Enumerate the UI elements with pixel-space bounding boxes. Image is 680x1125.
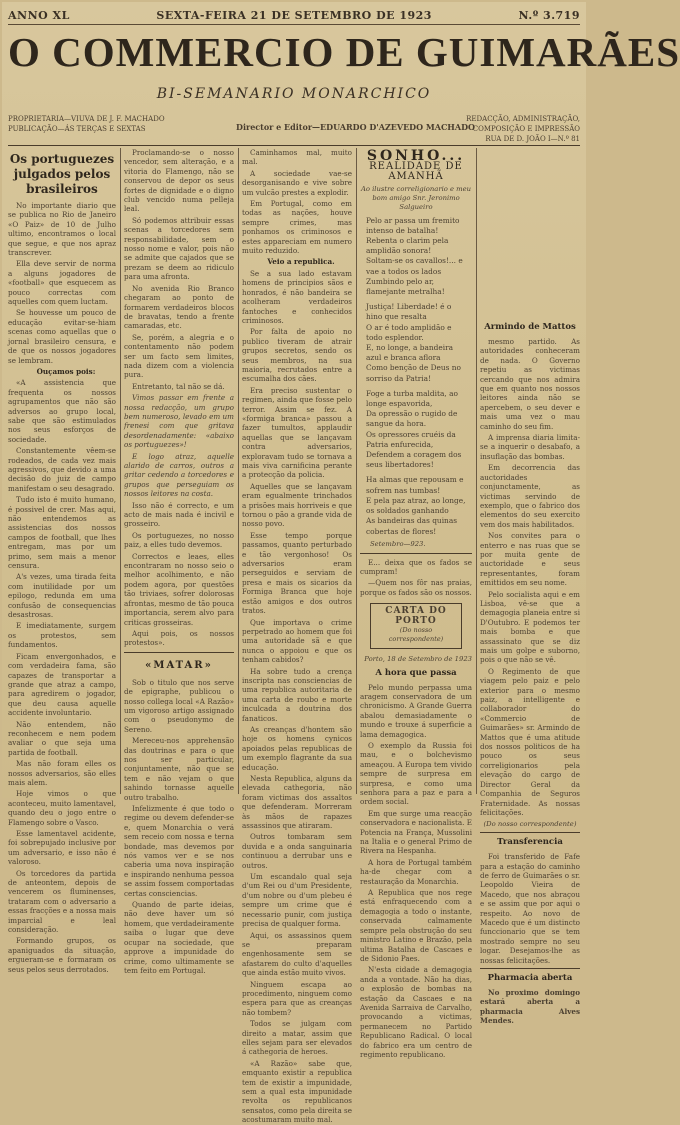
section-armindo: Armindo de Mattos (484, 322, 576, 332)
paragraph: Ha sobre tudo a crença inscripta nas consciencias de uma republica autoritaria de uma carta de roubo e morte inculcada a doutrina dos fanaticos. (242, 666, 352, 723)
paragraph: Ella deve servir de norma a alguns jogadores de «football» que esquecem as pouco correctas com aquelles com quem luctam. (8, 259, 116, 307)
paragraph: A's vezes, uma tirada feita com inutilidade por um epilogo, redunda em uma confusão de consequencias desastrosas. (8, 572, 116, 620)
newspaper-page (2, 2, 680, 1125)
paragraph: E logo atraz, aquelle alarido de carros, outros a gritar cedendo a torcedores e grupos que perseguiam os nossos leitores na costa. (124, 451, 234, 499)
paragraph: Quando de parte ideias, não deve haver um só homem, que verdadeiramente saiba o lugar que deve ocupar na sociedade, que approve a impunidade do crime, como ultimamente se tem feito em Portugal. (124, 900, 234, 975)
poem-line: Justiça! Liberdade! é o hino que resalta (366, 302, 452, 322)
headline-matar: «MATAR» (145, 659, 213, 671)
paragraph: Esse tempo porque passamos, quanto perturbado e tão vergonhoso! Os adversarios eram perseguidos e serviam de presa e mais os sicarios da Formiga Branca que hoje estão amigos e dos outros tratos. (242, 530, 352, 616)
poem-overflow-space (480, 148, 580, 318)
poem (360, 216, 472, 537)
col1-body (8, 201, 116, 974)
paragraph: Correctos e leaes, elles encontraram no nosso seio o melhor acolhimento, e não podem agora, por questões tão triviaes, sofrer dolorosas afrontas, mesmo de tão pouca importancia, serem alvo para criticas grosseiras. (124, 551, 234, 627)
imprint-left (8, 114, 188, 134)
paragraph: Ninguem escapa ao procedimento, ninguem como espera para que as creanças não tombem? (242, 979, 352, 1017)
carta-subtitle: (Do nosso correspondente) (388, 625, 444, 644)
dateline (8, 8, 580, 25)
column-3 (242, 148, 352, 1125)
correspondent-note: (Do nosso correspondente) (483, 820, 577, 829)
paragraph: Aqui, os assassinos quem se preparam engenhosamente sem se afastarem do culto d'aquelles que ainda estão muito vivos. (242, 930, 352, 978)
poem-line: Da opressão o rugido de sangue da hora. (366, 409, 458, 429)
paragraph: Hoje vimos o que aconteceu, muito lamentavel, quando deu o jogo entre o Flamengo sobre o Vasco. (8, 789, 116, 827)
poem-line: Ha almas que repousam e sofrem nas tumbas! (366, 475, 464, 495)
section-rule (480, 968, 580, 969)
paragraph: N'esta cidade a demagogia anda a vontade. Não ha dias, o explosão de bombas na estação da Cascaes e na Avenida Sarraiva de Carvalho, provocando a victimas, permanecem no Partido Republicano Radical. O local do fabrico era um centro de regimento republicano. (360, 965, 472, 1059)
paragraph: «A assistencia que frequenta os nossos agrupamentos que não são adversos ao grupo local, sabe que são estimulados nos seus esforços de sociedade. (8, 378, 116, 444)
section-rule (360, 553, 472, 554)
paragraph: Não entendem, não reconhecem e nem podem avaliar o que seja uma partida de football. (8, 719, 116, 757)
admin-line: REDACÇÃO, ADMINISTRAÇÃO, COMPOSIÇÃO E IMPRESSÃO (466, 115, 580, 133)
column-divider (238, 148, 239, 794)
paragraph: O Regimento de que viagem pelo paiz e pelo exterior para o mesmo paiz, a intelligente e collaborador do «Commercio de Guimarães» sr. Armindo de Mattos que é uma atitude dos nossos politicos de ha pouco os seus correligionarios pela elevação do cargo de Director Geral da Companhia de Seguros Fraternidade. As nossas felicitações. (480, 666, 580, 817)
subheadline-realidade: REALIDADE DE AMANHÃ (369, 161, 463, 182)
paragraph: Os torcedores da partida de anteontem, depois de vencerem os fluminenses, trataram com o adversario a essas fracções e a nossa mais imparcial e leal consideração. (8, 868, 116, 935)
paragraph: A imprensa diaria limita-se a inquerir o desabafo, a insuflação das bombas. (480, 433, 580, 461)
masthead-subtitle: BI-SEMANARIO MONARCHICO (156, 86, 432, 102)
paragraph: Veio a republica. (267, 257, 335, 267)
director-line: Director e Editor—EDUARDO D'AZEVEDO MACHADO (236, 122, 475, 132)
paragraph: Se houvesse um pouco de educação evitar-se-hiam scenas como aquellas que o jornal brasileiro censura, e de que os nossos jogadores se lembram. (8, 308, 116, 365)
poem-line: Pelo ar passa um fremito intenso de batalha! (366, 215, 460, 235)
paragraph: No proximo domingo estará aberta a pharmacia Alves Mendes. (480, 987, 580, 1026)
section-pharmacia: Pharmacia aberta (487, 972, 573, 983)
paragraph: No importante diario que se publica no Rio de Janeiro «O Paiz» de 10 de Julho ultimo, encontramos o local que segue, e que nos apraz transcrever. (8, 201, 116, 258)
year-label: ANNO XL (8, 8, 70, 22)
paragraph: Em que surge uma reacção conservadora e nacionalista. E Potencia na França, Mussolini na Italia e o general Primo de Rivera na Hespanha. (360, 808, 472, 856)
column-5 (480, 148, 580, 1026)
poem-line: Rebenta o clarim pela amplidão sonora! (366, 236, 449, 256)
masthead-title: O COMMERCIO DE GUIMARÃES (8, 29, 680, 75)
letter-date: Porto, 18 de Setembro de 1923 (364, 654, 472, 663)
paragraph: Aquelles que se lançavam eram egualmente trinchados a prisões mais horriveis e que tornou o pão a grande vida de nosso povo. (242, 481, 352, 529)
address-line: RUA DE D. JOÃO I—N.º 81 (485, 135, 580, 143)
paragraph: Mas não foram elles os nossos adversarios, são elles mais alem. (8, 759, 116, 787)
poem-line: E pela paz atraz, ao longe, os soldados ganhando (366, 495, 466, 516)
poem-line: O ar é todo amplidão e todo esplendor. (366, 322, 452, 342)
poem-line: Foge a turba maldita, ao longe espavorida, (366, 388, 458, 409)
paragraph: Isso não é correcto, e um acto de mais nada é incivil e grosseiro. (124, 500, 234, 529)
paragraph: Se, porém, a alegria e o contentamento não podem ser um facto sem limites, nada dizem com a violencia pura. (124, 332, 234, 380)
poem-line: E, no longe, a bandeira azul e branca aflora (366, 343, 454, 363)
poem-line: Os opressores cruéis da Patria enfurecida, (366, 429, 456, 449)
paragraph: Proclamando-se o nosso vencedor, sem alteração, e a vitoria do Flamengo, não se conservou de depor os seus fortes de dignidade e o digno club vencido numa pelleja leal. (124, 148, 234, 214)
publication-line: PUBLICAÇÃO—ÁS TERÇAS E SEXTAS (8, 125, 146, 133)
paragraph: Nos convites para o enterro e nas ruas que se por muita gente de auctoridade e seus representantes, foram emittidos em seu nome. (480, 531, 580, 588)
paragraph: Ficam envergonhados, e com verdadeira fama, são capazes de transportar a grande que atraz a campo, para agredirem o jogador, que deu causa aquelle accidente involuntario. (8, 651, 116, 718)
paragraph: Por falta de apoio no publico tiveram de atrair grupos secretos, sendo os seus membros, na sua maioria, recrutados entre a escumalha dos cães. (242, 327, 352, 384)
column-divider (476, 148, 477, 794)
paragraph: A Republica que nos rege está enfraquecendo com a demagogia a todo o instante, conservada calmamente sempre pela obstrução do seu ministro Latino e Brazão, pela ultima Batalha de Cascaes e de Sidonio Paes. (360, 888, 472, 963)
letter-headline: A hora que passa (375, 667, 457, 678)
imprint-right (430, 114, 580, 144)
paragraph: Pelo socialista aqui e em Lisboa, vê-se que a demagogia planeia entre si D'Outubro. E podemos ter mais bomba e que assassinato que se diz mais um golpe e suborno, pois o que não se vê. (480, 589, 580, 665)
paragraph: A sociedade vae-se desorganisando e vive sobre um vulcão prestes a explodir. (242, 168, 352, 197)
column-2 (124, 148, 234, 975)
column-divider (356, 148, 357, 794)
carta-title: CARTA DO PORTO (385, 606, 447, 626)
paragraph: Formando grupos, os apaniguados da situação, ergueram-se e formaram os seus pelos seus derrotados. (8, 936, 116, 974)
paragraph: Os portuguezes, no nosso paiz, a elles tudo devemos. (124, 530, 234, 550)
header-rule (8, 145, 580, 146)
paragraph: —Quem nos fôr nas praias, porque os fados são os nossos. (360, 578, 472, 597)
paragraph: mesmo partido. As autoridades conheceram de nada. O Governo repetiu as victimas cercando que nos admira que em quanto nos nossos leitores ainda não se apercebem, o seu dever e mais uma vez o mau caminho do seu fim. (480, 337, 580, 431)
paragraph: Mereceu-nos apprehensão das doutrinas e para o que nos ser particular, conjuntamente, não que se tem e não vejam o que sahindo tornasse aquelle outro trabalho. (124, 736, 234, 802)
column-divider (120, 148, 121, 794)
paragraph: As creanças d'hontem são hoje os homens cynicos apoiados pelas republicas de um exemplo flagrante da sua educação. (242, 724, 352, 772)
paragraph: Só podemos attribuir essas scenas a torcedores sem responsabilidade, sem o nosso nome e valor, pois não se admite que cajados que se prezam se deem ao ridiculo para uma afronta. (124, 215, 234, 282)
imprint (8, 114, 580, 144)
paragraph: Outros tombaram sem duvida e a onda sanguinaria continuou a derrubar uns e outros. (242, 832, 352, 870)
poem-line: Como benção de Deus no sorriso da Patria! (366, 363, 461, 383)
paragraph: Se a sua lado estavam homens de principios sãos e honrados, é não bandeira se acolheram verdadeiros fantoches e conhecidos criminosos. (242, 268, 352, 325)
paragraph: «A Razão» sabe que, emquanto existir a republica tem de existir a impunidade, sem a qual esta impunidade revolta os republicanos sensatos, como pela direita se acostumaram muito mal. (242, 1058, 352, 1125)
owner-line: PROPRIETARIA—VIUVA DE J. F. MACHADO (8, 115, 165, 123)
poem-signature: Setembro—923. (370, 539, 426, 548)
paragraph: Vimos passar em frente a nossa redacção, um grupo bem numeroso, levado em um frenesi com que gritava desordenadamente: «abaixo os portuguezes»! (124, 393, 234, 450)
paragraph: Que importava o crime perpetrado ao homem que foi uma autoridade sã e que nunca o appoiou e que os tenham cabidos? (242, 617, 352, 665)
paragraph: Esse lamentavel acidente, foi sobrepujado inclusive por um adversario, e isso não é valoroso. (8, 829, 116, 867)
paragraph: A hora de Portugal também ha-de chegar com a restauração da Monarchia. (360, 857, 472, 886)
paragraph: Tudo isto é muito humano, é possivel de crer. Mas aqui, não entendemos as assistencias dos nossos campos de football, que lhes entregam, mas por um primo, sem mais a menor censura. (8, 495, 116, 571)
paragraph: Nesta Republica, alguns da elevada cathegoria, não foram victimas dos assaltos que defenderam. Morreram às mãos de rapazes assassinos que atiraram. (242, 774, 352, 831)
paragraph: Em Portugal, como em todas as nações, houve sempre crimes, mas ponhamos os criminosos e estes appareciam em numero muito reduzido. (242, 199, 352, 256)
section-transferencia: Transferencia (497, 837, 563, 848)
issue-date: SEXTA-FEIRA 21 DE SETEMBRO DE 1923 (156, 8, 432, 22)
paragraph: Caminhamos mal, muito mal. (242, 148, 352, 167)
column-4 (360, 148, 472, 1059)
paragraph: Constantemente vêem-se rodeados, de cada vez mais agressivos, que devido a uma decisão do juiz de campo manifestam o seu desagrado. (8, 446, 116, 493)
issue-number: N.º 3.719 (518, 8, 580, 22)
paragraph: Entretanto, tal não se dá. (132, 381, 225, 391)
column-1 (8, 148, 116, 974)
poem-line: Soltam-se os cavallos!... e vae a todos os lados (366, 256, 463, 276)
paragraph: Infelizmente é que todo o regime ou devem defender-se e, quem Monarchia o verá sem receio com nossa e terna bondade, mas devemos por nós vamos ver e se nos caberia uma nova inspiração e inspirando nenhuma pessoa se assim fossem comportadas certas consciencias. (124, 804, 234, 898)
section-rule (124, 652, 234, 653)
paragraph: Aqui pois, os nossos protestos». (124, 628, 234, 648)
paragraph: Um escandalo qual seja d'um Rei ou d'um Presidente, d'um nobre ou d'um plebeu é sempre um crime que é necessario punir, com justiça precisa de qualquer forma. (242, 872, 352, 929)
carta-do-porto-box (370, 603, 462, 649)
headline-portuguezes: Os portuguezes julgados pelos brasileiros (9, 152, 115, 196)
paragraph: Ouçamos pois: (36, 366, 96, 376)
paragraph: No avenida Rio Branco chegaram ao ponto de formarem verdadeiros blocos de bravatas, tendo a frente camaradas, etc. (124, 283, 234, 331)
dedication: Ao ilustre correligionario e meu bom amigo Snr. Jeronimo Salgueiro (360, 185, 472, 211)
paragraph: Foi transferido de Fafe para a estação do caminho de ferro de Guimarães o sr. Leopoldo Vieira de Macedo, que nos abraçou e se assim que por aqui o respeito. Ao novo de Macedo que é um distincto funccionario que se tem mostrado sempre no seu logar. Desejamos-lhe as nossas felicitações. (480, 852, 580, 965)
paragraph: Era preciso sustentar o regimen, ainda que fosse pelo terror. Assim se fez. A «formiga branca» passou a fazer tumultos, applaudir aquellas que se lançavam contra adversarios, exploravam tudo se tornava a mais viva carnificina perante a protecção da policia. (242, 385, 352, 480)
paragraph: Todos se julgam com direito a matar, assim que elles sejam para ser elevados á cathegoria de heroes. (242, 1019, 352, 1057)
poem-line: Defendem a coragem dos seus libertadores! (366, 450, 462, 470)
paragraph: O exemplo da Russia foi mau, e o bolchevismo ameaçou. A Europa tem vivido sempre de surpresa em surpresa, e como uma senhora para a paz e para a ordem social. (360, 740, 472, 807)
paragraph: E imediatamente, surgem os protestos, sem fundamentos. (8, 621, 116, 650)
poem-line: Zumbindo pelo ar, flamejante metralha! (366, 276, 445, 297)
paragraph: E... deixa que os fados se cumpram! (360, 557, 472, 576)
section-rule (480, 832, 580, 833)
poem-line: As bandeiras das quinas cobertas de flores! (366, 516, 458, 536)
paragraph: Em decorrencia das auctoridades conjunctamente, as victimas servindo de exemplo, que o fabrico dos elementos do seu exercito vem dos mais habilitados. (480, 463, 580, 529)
headline-sonho: SONHO... (366, 148, 466, 164)
paragraph: Pelo mundo perpassa uma aragem conservadora de um chronicismo. A Grande Guerra abalou demasiadamente o mundo e trouxe á superficie a lama demagogica. (360, 682, 472, 739)
paragraph: Sob o titulo que nos serve de epigraphe, publicou o nosso collega local «A Razão» um vigoroso artigo assignado com o pseudonymo de Sereno. (124, 677, 234, 734)
